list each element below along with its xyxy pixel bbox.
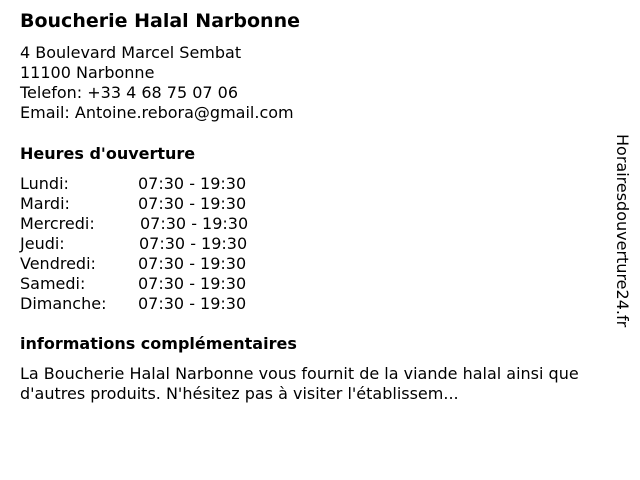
contact-block [20,43,294,123]
hours-row-sunday [20,294,280,314]
hours-row-tuesday [20,194,280,214]
info-heading: informations complémentaires [20,334,297,353]
hours-row-monday [20,174,280,194]
business-name: Boucherie Halal Narbonne [20,10,300,32]
day-label: Samedi: [20,274,86,293]
phone-number[interactable]: Telefon: +33 4 68 75 07 06 [20,83,239,102]
hours-heading: Heures d'ouverture [20,144,196,163]
day-label: Mardi: [20,194,70,213]
time-range: 07:30 - 19:30 [138,294,247,313]
hours-table [20,174,280,314]
day-label: Dimanche: [20,294,107,313]
day-label: Jeudi: [20,234,65,253]
day-label: Mercredi: [20,214,95,233]
day-label: Vendredi: [20,254,96,273]
time-range: 07:30 - 19:30 [140,214,249,233]
hours-row-thursday [20,234,280,254]
address-street: 4 Boulevard Marcel Sembat [20,43,242,62]
time-range: 07:30 - 19:30 [138,274,247,293]
address-city: 11100 Narbonne [20,63,155,82]
hours-row-friday [20,254,280,274]
hours-row-saturday [20,274,280,294]
site-brand-label: Horairesdouverture24.fr [613,134,632,328]
time-range: 07:30 - 19:30 [138,174,247,193]
day-label: Lundi: [20,174,69,193]
time-range: 07:30 - 19:30 [138,254,247,273]
time-range: 07:30 - 19:30 [139,234,248,253]
time-range: 07:30 - 19:30 [138,194,247,213]
hours-row-wednesday [20,214,280,234]
business-description: La Boucherie Halal Narbonne vous fournit de la viande halal ainsi que d'autres produits. N'hésitez pas à visiter l'établissem... [20,364,579,403]
email-address[interactable]: Email: Antoine.rebora@gmail.com [20,103,294,122]
